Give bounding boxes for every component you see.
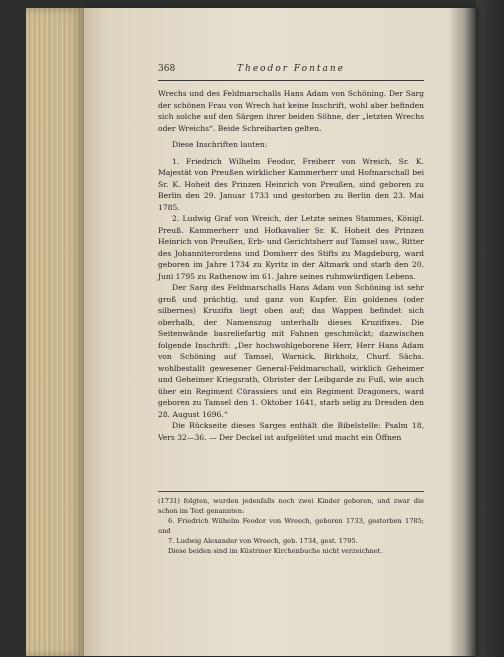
running-head [158,64,424,80]
footnote-line: 7. Ludwig Alexander von Wreech, geb. 1734, gest. 1795. [168,537,358,545]
footnote-line: 6. Friedrich Wilhelm Feodor von Wreech, geboren 1733, gestorben 1785; und [158,517,424,535]
book-gutter-shadow [448,8,476,656]
paragraph: Der Sarg des Feldmarschalls Hans Adam von Schöning ist sehr groß und prächtig, und ganz von Kupfer. Ein goldenes (oder silbernes) Kruzifix liegt oben auf; das Wappen befindet sich oberhalb, der Namenszug unterhalb dieses Kruzifixes. Die Seitenwände basreliefartig mit Fahnen geschmückt; dazwischen folgende Inschrift: „Der hochwohlgeborene Herr, Herr Hans Adam von Schöning auf Tamsel, Warnick, Birkholz, Churf. Sächs. wohlbestallt gewesener General-Feldmarschall, wirklich Geheimer und Geheimer Kriegsrath, Obrister der Leibgarde zu Fuß, wie auch über ein Regiment Cürassiers und ein Regiment Dragoners, ward geboren zu Tamsel den 1. Oktober 1641, starb selig zu Dresden den 28. August 1696.“ [158,283,424,419]
book-page-edges [26,8,84,656]
footnotes [158,496,424,556]
footnote-rule [158,491,424,492]
footnote-line: Diese beiden sind im Küstriner Kirchenbuche nicht verzeichnet. [168,547,383,555]
background-dark-edge [476,0,504,657]
paragraph: Die Rückseite dieses Sarges enthält die Bibelstelle: Psalm 18, Vers 32—36. — Der Deckel ist aufgelötet und macht ein Öffnen [158,421,424,442]
running-head-title: Theodor Fontane [237,64,345,74]
paragraph: Wrechs und des Feldmarschalls Hans Adam von Schöning. Der Sarg der schönen Frau von Wrech hat keine Inschrift, wohl aber befinden sich solche auf den Särgen ihrer beiden Söhne, der „letzten Wrechs oder Wreichs“. Beide Schreibarten gelten. [158,89,424,133]
inscription-1: 1. Friedrich Wilhelm Feodor, Freiherr von Wreich, Sr. K. Majestät von Preußen wirklicher Kammerherr und Hofmarschall bei Sr. K. Hoheit des Prinzen Heinrich von Preußen, sind geboren zu Berlin den 29. Januar 1733 und gestorben zu Berlin den 23. Mai 1785. [158,156,424,212]
page-number: 368 [158,64,176,74]
footnote-line: (1731) folgten, wurden jedenfalls noch zwei Kinder geboren, und zwar die schon im Text genannten: [158,497,424,515]
main-text [158,88,424,443]
header-rule [158,80,424,81]
inscription-2: 2. Ludwig Graf von Wreich, der Letzte seines Stammes, Königl. Preuß. Kammerherr und Hofkavalier Sr. K. Hoheit des Prinzen Heinrich von Preußen, Erb- und Gerichtsherr auf Tamsel usw., Ritter des Johanniterordens und Domherr des Stifts zu Magdeburg, ward geboren im Jahre 1734 zu Kyritz in der Altmark und starb den 20. Juni 1795 zu Rathenow im 61. Jahre seines ruhmwürdigen Lebens. [158,214,424,281]
paragraph: Diese Inschriften lauten: [172,140,268,149]
